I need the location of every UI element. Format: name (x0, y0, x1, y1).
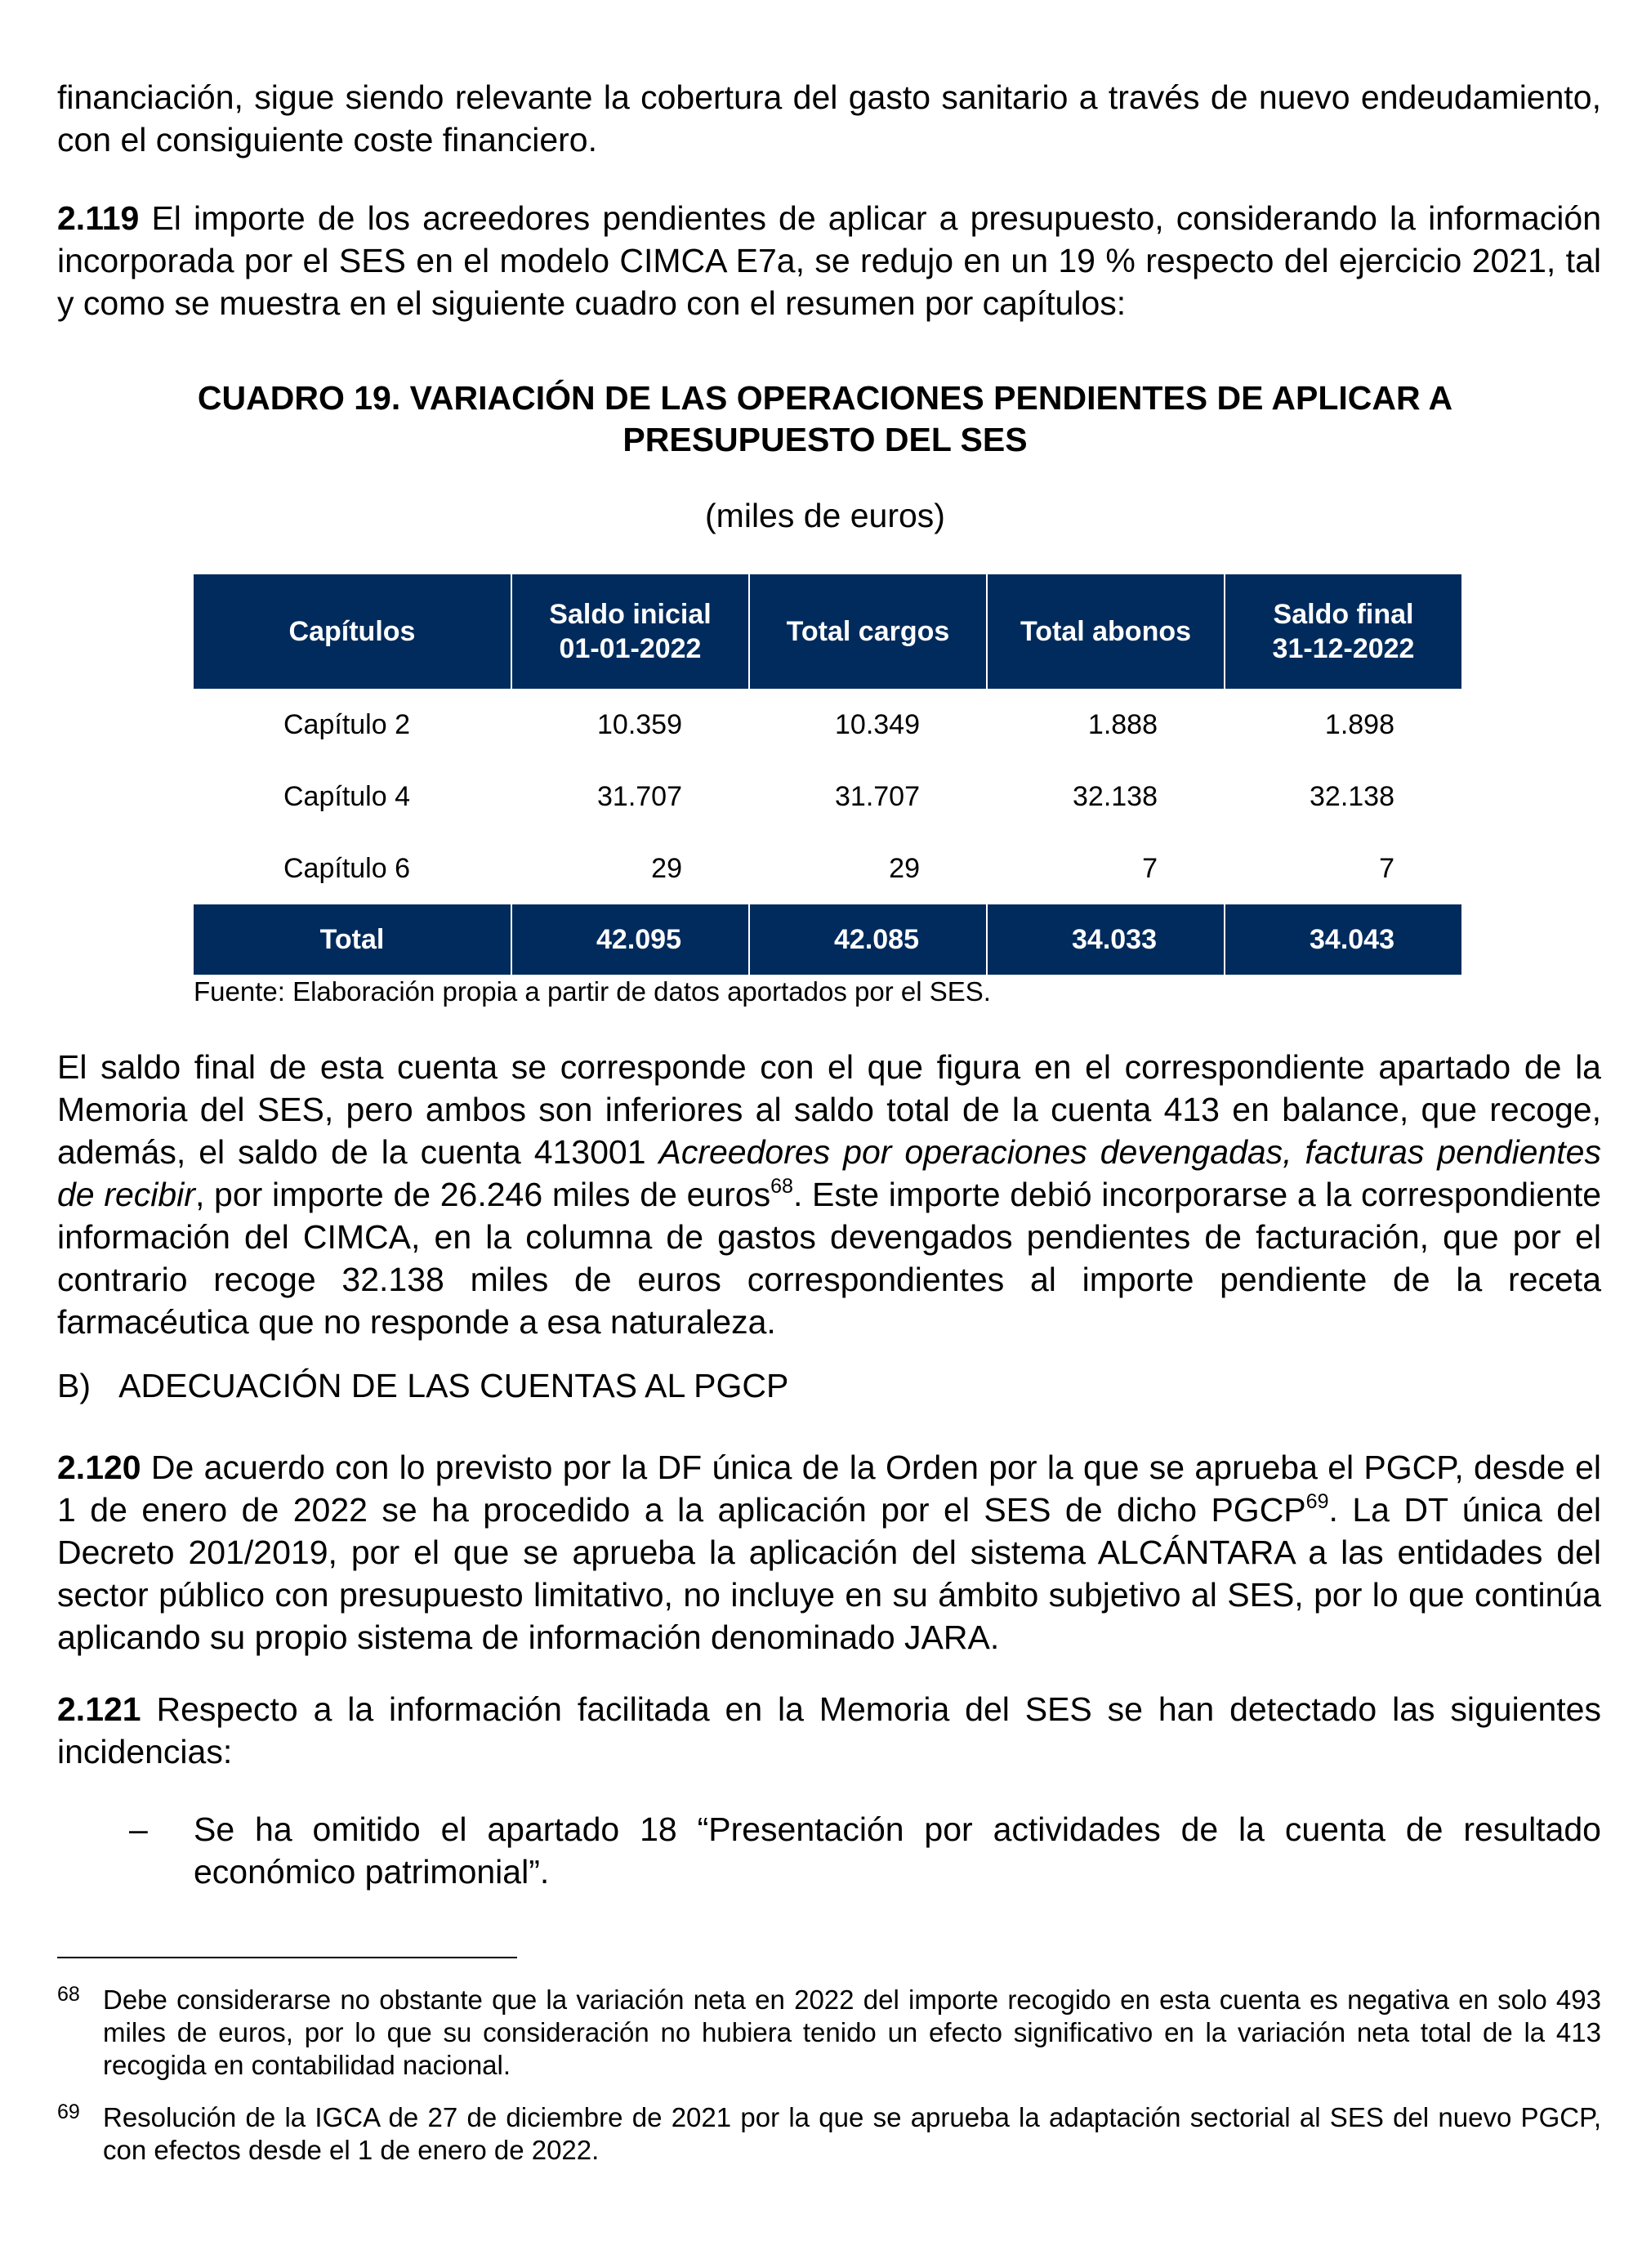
header-saldo-inicial-line2: 01-01-2022 (559, 633, 702, 664)
cell-saldo-final: 32.138 (1310, 780, 1394, 812)
header-total-cargos: Total cargos (749, 574, 987, 689)
footnote-text: Resolución de la IGCA de 27 de diciembre de 2021 por la que se aprueba la adaptación sectorial al SES del nuevo PGCP, con efectos desde el 1 de enero de 2022. (103, 2102, 1601, 2165)
cell-saldo-inicial: 10.359 (597, 708, 682, 740)
after-table-italic: Acreedores por operaciones devengadas, facturas pendientes de recibir (57, 1133, 1601, 1213)
table-header (194, 574, 1461, 689)
total-total-abonos: 34.033 (987, 904, 1225, 975)
total-saldo-final: 34.043 (1225, 904, 1461, 975)
cell-total-cargos: 31.707 (835, 780, 920, 812)
paragraph-2-120 (57, 1446, 1601, 1659)
cell-total-abonos: 7 (1142, 852, 1158, 884)
after-table-part2: , por importe de 26.246 miles de euros (194, 1176, 771, 1213)
paragraph-text: El importe de los acreedores pendientes de aplicar a presupuesto, considerando la información incorporada por el SES en el modelo CIMCA E7a, se redujo en un 19 % respecto del ejercicio 2021, tal y como se muestra en el siguiente cuadro con el resumen por capítulos: (57, 199, 1601, 322)
row-label: Capítulo 4 (283, 780, 410, 812)
p120-part2: . La DT única del Decreto 201/2019, por el que se aprueba la aplicación del sistema ALCÁNTARA a las entidades del sector público con presupuesto limitativo, no incluye en su ámbito subjetivo al SES, por lo que continúa aplicando su propio sistema de información denominado JARA. (57, 1491, 1602, 1656)
paragraph-number: 2.119 (57, 199, 140, 237)
bullet-dash: – (129, 1810, 148, 1848)
paragraph-intro (57, 76, 1601, 161)
header-saldo-final-line2: 31-12-2022 (1272, 633, 1415, 664)
total-saldo-inicial: 42.095 (511, 904, 749, 975)
header-saldo-final (1225, 574, 1461, 689)
row-label: Capítulo 2 (283, 708, 410, 740)
summary-table (194, 574, 1461, 975)
paragraph-number: 2.121 (57, 1690, 141, 1728)
total-label: Total (194, 904, 511, 975)
table-total-row (194, 904, 1461, 975)
cell-saldo-inicial: 31.707 (597, 780, 682, 812)
paragraph-after-table (57, 1046, 1601, 1343)
total-total-cargos: 42.085 (749, 904, 987, 975)
table-row (194, 689, 1461, 761)
table-source: Fuente: Elaboración propia a partir de datos aportados por el SES. (194, 976, 991, 1007)
paragraph-2-119 (57, 197, 1601, 324)
table-caption-line2: PRESUPUESTO DEL SES (622, 421, 1028, 458)
header-saldo-inicial-line1: Saldo inicial (549, 599, 712, 630)
after-table-part3: . Este importe debió incorporarse a la correspondiente información del CIMCA, en la columna de gastos devengados pendientes de facturación, que por el contrario recoge 32.138 miles de euros correspondientes al importe pendiente de la receta farmacéutica que no responde a esa naturaleza. (57, 1176, 1602, 1341)
table-caption-line1: CUADRO 19. VARIACIÓN DE LAS OPERACIONES PENDIENTES DE APLICAR A (197, 379, 1453, 417)
paragraph-intro-text: financiación, sigue siendo relevante la cobertura del gasto sanitario a través de nuevo endeudamiento, con el consiguiente coste financiero. (57, 78, 1601, 158)
cell-total-abonos: 32.138 (1073, 780, 1158, 812)
paragraph-2-121 (57, 1688, 1601, 1773)
cell-saldo-final: 1.898 (1324, 708, 1394, 740)
row-label: Capítulo 6 (283, 852, 410, 884)
cell-saldo-final: 7 (1379, 852, 1394, 884)
p121-text: Respecto a la información facilitada en la Memoria del SES se han detectado las siguientes incidencias: (57, 1690, 1601, 1770)
paragraph-number: 2.120 (57, 1449, 141, 1486)
cell-total-abonos: 1.888 (1087, 708, 1158, 740)
table-row (194, 833, 1461, 904)
table-row (194, 761, 1461, 833)
footnote-ref-69: 69 (1305, 1490, 1329, 1513)
table-units: (miles de euros) (705, 497, 945, 534)
section-title: B) ADECUACIÓN DE LAS CUENTAS AL PGCP (57, 1367, 789, 1404)
footnote-ref-68: 68 (770, 1175, 793, 1198)
footnote-divider (57, 1957, 517, 1958)
footnote-number: 69 (57, 2101, 80, 2123)
p120-part1: De acuerdo con lo previsto por la DF única de la Orden por la que se aprueba el PGCP, desde el 1 de enero de 2022 se ha procedido a la aplicación por el SES de dicho PGCP (57, 1449, 1601, 1529)
header-capitulos: Capítulos (194, 574, 511, 689)
footnote-text: Debe considerarse no obstante que la variación neta en 2022 del importe recogido en esta cuenta es negativa en solo 493 miles de euros, por lo que su consideración no hubiera tenido un efecto significativo en la variación neta total de la 413 recogida en contabilidad nacional. (103, 1984, 1601, 2080)
cell-total-cargos: 29 (889, 852, 920, 884)
after-table-part1: El saldo final de esta cuenta se corresponde con el que figura en el correspondiente apartado de la Memoria del SES, pero ambos son inferiores al saldo total de la cuenta 413 en balance, que recoge, además, el saldo de la cuenta 413001 (57, 1048, 1601, 1171)
footnote-number: 68 (57, 1983, 80, 2006)
header-saldo-final-line1: Saldo final (1273, 599, 1414, 630)
cell-total-cargos: 10.349 (835, 708, 920, 740)
cell-saldo-inicial: 29 (651, 852, 682, 884)
header-total-abonos: Total abonos (987, 574, 1225, 689)
header-saldo-inicial (511, 574, 749, 689)
bullet-item: Se ha omitido el apartado 18 “Presentación por actividades de la cuenta de resultado económico patrimonial”. (194, 1810, 1601, 1891)
